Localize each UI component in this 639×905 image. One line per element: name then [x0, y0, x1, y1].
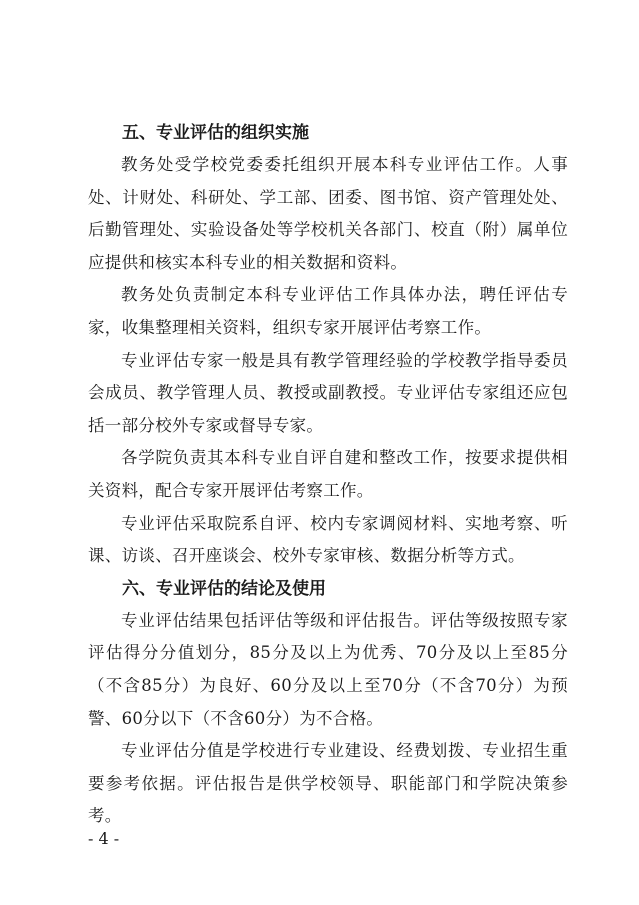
paragraph: 专业评估分值是学校进行专业建设、经费划拨、专业招生重要参考依据。评估报告是供学校领导、职能部门和学院决策参考。	[88, 741, 568, 826]
paragraph: 教务处受学校党委委托组织开展本科专业评估工作。人事处、计财处、科研处、学工部、团委、图书馆、资产管理处处、后勤管理处、实验设备处等学校机关各部门、校直（附）属单位应提供和核实本科专业的相关数据和资料。	[88, 155, 568, 272]
paragraph: 教务处负责制定本科专业评估工作具体办法，聘任评估专家，收集整理相关资料，组织专家开展评估考察工作。	[88, 285, 568, 337]
paragraph: 各学院负责其本科专业自评自建和整改工作，按要求提供相关资料，配合专家开展评估考察工作。	[88, 448, 568, 500]
paragraph: 专业评估专家一般是具有教学管理经验的学校教学指导委员会成员、教学管理人员、教授或副教授。专业评估专家组还应包括一部分校外专家或督导专家。	[88, 350, 568, 435]
section-heading-conclusion: 六、专业评估的结论及使用	[122, 578, 326, 599]
page-number: - 4 -	[88, 829, 120, 848]
section-heading-organization: 五、专业评估的组织实施	[122, 123, 309, 143]
paragraph: 专业评估采取院系自评、校内专家调阅材料、实地考察、听课、访谈、召开座谈会、校外专家审核、数据分析等方式。	[88, 513, 568, 566]
paragraph: 专业评估结果包括评估等级和评估报告。评估等级按照专家评估得分分值划分，85分及以上为优秀、70分及以上至85分（不含85分）为良好、60分及以上至70分（不含70分）为预警、60分以下（不含60分）为不合格。	[88, 610, 568, 728]
page-content	[88, 117, 568, 833]
